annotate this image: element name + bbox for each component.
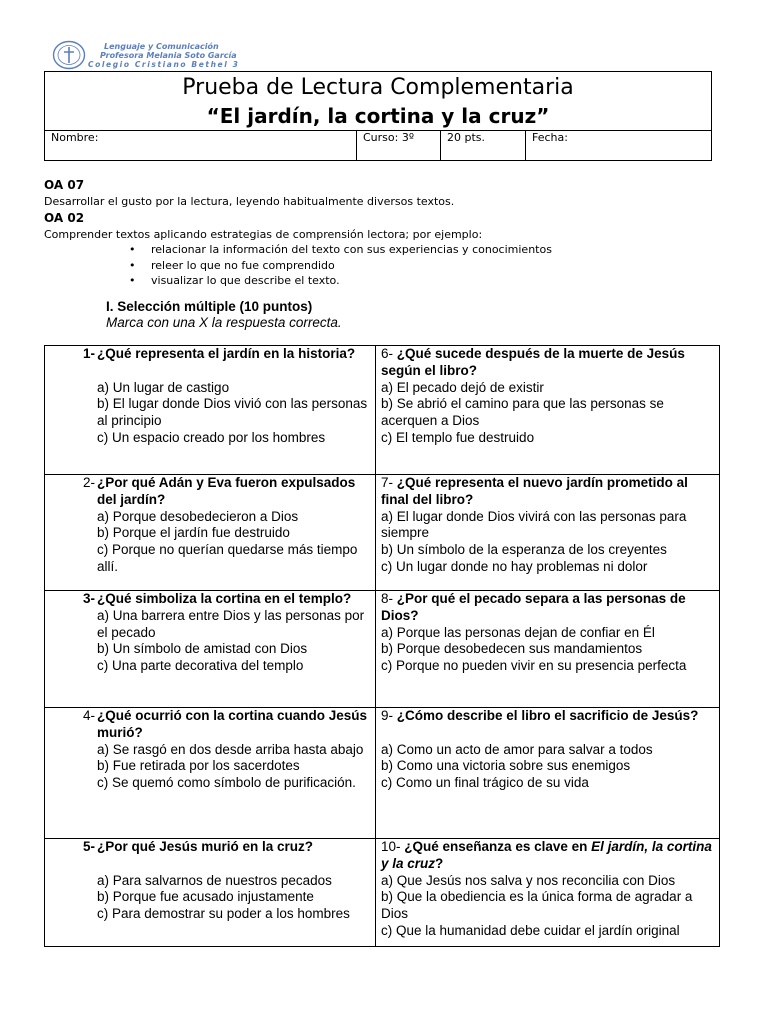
question-1 [45, 346, 376, 475]
question-3 [45, 591, 376, 708]
option-b[interactable]: b) Porque fue acusado injustamente [97, 889, 314, 905]
points-field: 20 pts. [441, 131, 526, 161]
question-text: ¿Qué representa el jardín en la historia? [97, 346, 356, 361]
question-6 [376, 346, 720, 475]
option-c[interactable]: c) Porque no querían quedarse más tiempo allí. [97, 542, 358, 574]
list-item: • relacionar la información del texto con sus experiencias y conocimientos [151, 242, 552, 258]
option-c[interactable]: c) Un lugar donde no hay problemas ni dolor [381, 558, 648, 574]
school-name: Colegio Cristiano Bethel 3 [88, 60, 240, 69]
question-number: 3- [82, 591, 95, 606]
section-title: I. Selección múltiple (10 puntos) [106, 299, 313, 314]
question-text: ¿Por qué Jesús murió en la cruz? [97, 839, 314, 854]
option-b[interactable]: b) Fue retirada por los sacerdotes [97, 758, 300, 774]
question-text: ¿Qué simboliza la cortina en el templo? [97, 591, 352, 606]
list-item: • visualizar lo que describe el texto. [151, 273, 552, 289]
option-a[interactable]: a) Para salvarnos de nuestros pecados [97, 872, 332, 888]
option-c[interactable]: c) Un espacio creado por los hombres [97, 429, 326, 445]
oa1-text: Desarrollar el gusto por la lectura, leyendo habitualmente diversos textos. [44, 195, 455, 208]
option-a[interactable]: a) El lugar donde Dios vivirá con las personas para siempre [381, 508, 687, 541]
option-b[interactable]: b) Un símbolo de la esperanza de los creyentes [381, 542, 667, 558]
question-text: ¿Qué sucede después de la muerte de Jesús según el libro? [381, 346, 685, 378]
option-a[interactable]: a) Que Jesús nos salva y nos reconcilia con Dios [381, 872, 676, 888]
question-number: 7- [381, 475, 394, 490]
option-c[interactable]: c) Que la humanidad debe cuidar el jardín original [381, 922, 680, 938]
oa1-code: OA 07 [44, 178, 85, 192]
date-field[interactable]: Fecha: [526, 131, 712, 161]
title-cell [45, 72, 712, 131]
school-header [88, 42, 239, 69]
book-title: “El jardín, la cortina y la cruz” [206, 104, 550, 128]
option-c[interactable]: c) Se quemó como símbolo de purificación. [97, 775, 356, 791]
question-text: ¿Qué representa el nuevo jardín prometido al final del libro? [381, 475, 688, 507]
question-number: 5- [82, 839, 95, 854]
section-heading [106, 299, 342, 331]
option-c[interactable]: c) Porque no pueden vivir en su presencia perfecta [381, 658, 687, 674]
option-b[interactable]: b) Se abrió el camino para que las personas se acerquen a Dios [381, 396, 664, 429]
course-field: Curso: 3º [357, 131, 441, 161]
option-a[interactable]: a) Se rasgó en dos desde arriba hasta abajo [97, 741, 364, 757]
option-a[interactable]: a) Un lugar de castigo [97, 379, 230, 395]
name-field[interactable]: Nombre: [45, 131, 357, 161]
oa2-code: OA 02 [44, 210, 85, 225]
option-c[interactable]: c) El templo fue destruido [381, 429, 535, 445]
question-number: 8- [381, 591, 394, 606]
option-a[interactable]: a) Porque las personas dejan de confiar en Él [381, 624, 655, 640]
option-b[interactable]: b) Un símbolo de amistad con Dios [97, 641, 308, 657]
option-b[interactable]: b) Porque desobedecen sus mandamientos [381, 641, 643, 657]
question-9 [376, 708, 720, 839]
option-b[interactable]: b) Porque el jardín fue destruido [97, 525, 290, 541]
question-number: 2- [82, 475, 95, 490]
title-box [44, 71, 712, 161]
questions-table [44, 345, 720, 947]
question-mark: ? [435, 855, 444, 871]
option-a[interactable]: a) Una barrera entre Dios y las personas por el pecado [97, 607, 365, 640]
question-number: 6- [381, 346, 394, 361]
question-10 [376, 839, 720, 947]
question-8 [376, 591, 720, 708]
option-b[interactable]: b) Como una victoria sobre sus enemigos [381, 758, 631, 774]
question-number: 9- [381, 708, 394, 723]
question-text: ¿Qué ocurrió con la cortina cuando Jesús murió? [97, 708, 368, 740]
objectives [44, 177, 552, 289]
test-title: Prueba de Lectura Complementaria [182, 75, 574, 100]
question-text: ¿Qué enseñanza es clave en [404, 839, 592, 854]
subject-label: Lenguaje y Comunicación [104, 42, 219, 51]
question-number: 1- [82, 346, 95, 361]
question-number: 4- [82, 708, 95, 723]
teacher-label: Profesora Melania Soto García [100, 51, 237, 60]
option-a[interactable]: a) Como un acto de amor para salvar a todos [381, 741, 653, 757]
section-instruction: Marca con una X la respuesta correcta. [106, 315, 342, 330]
question-5 [45, 839, 376, 947]
question-number: 10- [381, 839, 401, 854]
book-title-italic: El jardín, la cortina y la cruz [381, 839, 712, 871]
question-text: ¿Cómo describe el libro el sacrificio de Jesús? [396, 708, 699, 723]
option-a[interactable]: a) Porque desobedecieron a Dios [97, 508, 299, 524]
list-item: • releer lo que no fue comprendido [151, 258, 552, 274]
strategy-list [44, 242, 552, 289]
option-b[interactable]: b) El lugar donde Dios vivió con las personas al principio [97, 396, 368, 429]
option-b[interactable]: b) Que la obediencia es la única forma de agradar a Dios [381, 889, 693, 922]
option-c[interactable]: c) Como un final trágico de su vida [381, 775, 589, 791]
oa2-text: Comprender textos aplicando estrategias de comprensión lectora; por ejemplo: [44, 227, 483, 241]
question-2 [45, 475, 376, 591]
school-logo [52, 40, 86, 70]
option-c[interactable]: c) Una parte decorativa del templo [97, 658, 304, 674]
question-text: ¿Por qué el pecado separa a las personas de Dios? [381, 591, 686, 623]
question-7 [376, 475, 720, 591]
option-a[interactable]: a) El pecado dejó de existir [381, 379, 544, 395]
question-4 [45, 708, 376, 839]
question-text: ¿Por qué Adán y Eva fueron expulsados del jardín? [97, 475, 356, 507]
option-c[interactable]: c) Para demostrar su poder a los hombres [97, 906, 350, 922]
